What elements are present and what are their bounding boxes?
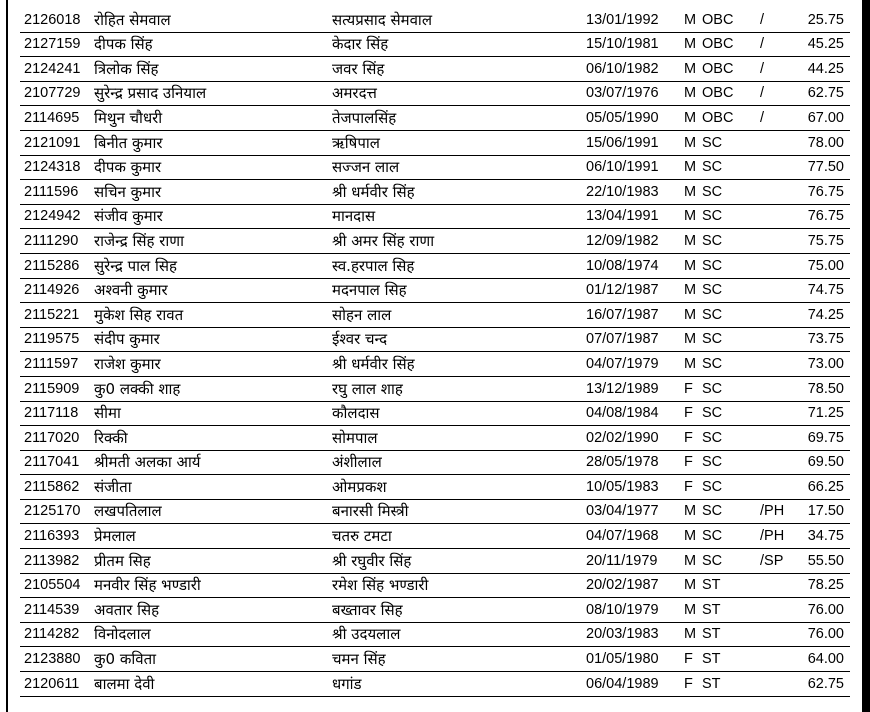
marks-cell: 74.25 [804, 303, 850, 328]
roll-number-cell: 2115862 [20, 475, 94, 500]
father-name-cell: बख्तावर सिह [332, 598, 586, 623]
date-of-birth-cell: 06/04/1989 [586, 672, 684, 697]
gender-cell: F [684, 426, 702, 451]
date-of-birth-cell: 08/10/1979 [586, 598, 684, 623]
roll-number-cell: 2117118 [20, 401, 94, 426]
date-of-birth-cell: 13/04/1991 [586, 204, 684, 229]
date-of-birth-cell: 15/06/1991 [586, 130, 684, 155]
date-of-birth-cell: 20/02/1987 [586, 573, 684, 598]
gender-cell: F [684, 376, 702, 401]
gender-cell: F [684, 401, 702, 426]
category-cell: SC [702, 180, 760, 205]
category-cell: OBC [702, 8, 760, 32]
date-of-birth-cell: 04/08/1984 [586, 401, 684, 426]
table-row [20, 672, 850, 697]
roll-number-cell: 2114282 [20, 622, 94, 647]
gender-cell: M [684, 106, 702, 131]
sub-category-cell: / [760, 32, 804, 57]
date-of-birth-cell: 28/05/1978 [586, 450, 684, 475]
category-cell: SC [702, 549, 760, 574]
candidate-name-cell: श्रीमती अलका आर्य [94, 450, 332, 475]
father-name-cell: चमन सिंह [332, 647, 586, 672]
roll-number-cell: 2125170 [20, 499, 94, 524]
sub-category-cell [760, 327, 804, 352]
gender-cell: M [684, 229, 702, 254]
roll-number-cell: 2124942 [20, 204, 94, 229]
sub-category-cell [760, 376, 804, 401]
candidate-name-cell: राजेन्द्र सिंह राणा [94, 229, 332, 254]
father-name-cell: श्री रघुवीर सिंह [332, 549, 586, 574]
candidate-name-cell: राजेश कुमार [94, 352, 332, 377]
roll-number-cell: 2124318 [20, 155, 94, 180]
father-name-cell: स्व.हरपाल सिह [332, 253, 586, 278]
father-name-cell: बनारसी मिस्त्री [332, 499, 586, 524]
candidate-name-cell: दीपक सिंह [94, 32, 332, 57]
father-name-cell: श्री धर्मवीर सिंह [332, 352, 586, 377]
date-of-birth-cell: 10/05/1983 [586, 475, 684, 500]
marks-cell: 73.75 [804, 327, 850, 352]
gender-cell: M [684, 303, 702, 328]
table-row [20, 647, 850, 672]
marks-cell: 17.50 [804, 499, 850, 524]
roll-number-cell: 2123880 [20, 647, 94, 672]
marks-cell: 67.00 [804, 106, 850, 131]
father-name-cell: श्री उदयलाल [332, 622, 586, 647]
category-cell: ST [702, 598, 760, 623]
marks-cell: 66.25 [804, 475, 850, 500]
candidate-name-cell: अवतार सिह [94, 598, 332, 623]
category-cell: SC [702, 303, 760, 328]
candidate-name-cell: अश्वनी कुमार [94, 278, 332, 303]
marks-cell: 62.75 [804, 81, 850, 106]
marks-cell: 76.75 [804, 204, 850, 229]
father-name-cell: रघु लाल शाह [332, 376, 586, 401]
table-row [20, 622, 850, 647]
gender-cell: M [684, 130, 702, 155]
marks-cell: 62.75 [804, 672, 850, 697]
date-of-birth-cell: 06/10/1991 [586, 155, 684, 180]
father-name-cell: रमेश सिंह भण्डारी [332, 573, 586, 598]
table-row [20, 327, 850, 352]
category-cell: SC [702, 130, 760, 155]
candidate-name-cell: प्रेमलाल [94, 524, 332, 549]
gender-cell: F [684, 672, 702, 697]
candidate-name-cell: प्रीतम सिह [94, 549, 332, 574]
candidate-name-cell: कु0 लक्की शाह [94, 376, 332, 401]
candidate-name-cell: विनोदलाल [94, 622, 332, 647]
table-row [20, 450, 850, 475]
gender-cell: M [684, 204, 702, 229]
roll-number-cell: 2116393 [20, 524, 94, 549]
date-of-birth-cell: 22/10/1983 [586, 180, 684, 205]
sub-category-cell [760, 401, 804, 426]
date-of-birth-cell: 03/04/1977 [586, 499, 684, 524]
sub-category-cell [760, 573, 804, 598]
sub-category-cell: /PH [760, 524, 804, 549]
category-cell: SC [702, 278, 760, 303]
date-of-birth-cell: 01/12/1987 [586, 278, 684, 303]
table-row [20, 573, 850, 598]
sub-category-cell: / [760, 57, 804, 82]
table-row [20, 549, 850, 574]
category-cell: SC [702, 327, 760, 352]
candidate-name-cell: सुरेन्द्र प्रसाद उनियाल [94, 81, 332, 106]
gender-cell: M [684, 499, 702, 524]
page-shadow [864, 0, 870, 712]
father-name-cell: जवर सिंह [332, 57, 586, 82]
sub-category-cell [760, 647, 804, 672]
table-row [20, 376, 850, 401]
category-cell: ST [702, 672, 760, 697]
category-cell: OBC [702, 57, 760, 82]
date-of-birth-cell: 20/03/1983 [586, 622, 684, 647]
sub-category-cell [760, 598, 804, 623]
candidate-name-cell: त्रिलोक सिंह [94, 57, 332, 82]
gender-cell: M [684, 327, 702, 352]
candidate-name-cell: बिनीत कुमार [94, 130, 332, 155]
roll-number-cell: 2111597 [20, 352, 94, 377]
father-name-cell: चतरु टमटा [332, 524, 586, 549]
father-name-cell: अंशीलाल [332, 450, 586, 475]
gender-cell: M [684, 278, 702, 303]
marks-cell: 75.00 [804, 253, 850, 278]
table-row [20, 180, 850, 205]
table-row [20, 426, 850, 451]
roll-number-cell: 2115221 [20, 303, 94, 328]
sub-category-cell [760, 352, 804, 377]
candidate-name-cell: सुरेन्द्र पाल सिह [94, 253, 332, 278]
roll-number-cell: 2111290 [20, 229, 94, 254]
result-table-body [20, 8, 850, 696]
marks-cell: 77.50 [804, 155, 850, 180]
candidate-name-cell: मिथुन चौधरी [94, 106, 332, 131]
father-name-cell: कौलदास [332, 401, 586, 426]
father-name-cell: केदार सिंह [332, 32, 586, 57]
category-cell: ST [702, 573, 760, 598]
result-table [20, 8, 850, 697]
father-name-cell: सज्जन लाल [332, 155, 586, 180]
table-row [20, 32, 850, 57]
roll-number-cell: 2121091 [20, 130, 94, 155]
date-of-birth-cell: 20/11/1979 [586, 549, 684, 574]
table-row [20, 130, 850, 155]
father-name-cell: अमरदत्त [332, 81, 586, 106]
category-cell: SC [702, 155, 760, 180]
roll-number-cell: 2127159 [20, 32, 94, 57]
gender-cell: M [684, 57, 702, 82]
gender-cell: M [684, 81, 702, 106]
candidate-name-cell: संदीप कुमार [94, 327, 332, 352]
sub-category-cell [760, 130, 804, 155]
table-row [20, 278, 850, 303]
sub-category-cell [760, 450, 804, 475]
category-cell: SC [702, 524, 760, 549]
gender-cell: F [684, 647, 702, 672]
roll-number-cell: 2126018 [20, 8, 94, 32]
table-row [20, 499, 850, 524]
gender-cell: M [684, 180, 702, 205]
category-cell: ST [702, 647, 760, 672]
marks-cell: 45.25 [804, 32, 850, 57]
sub-category-cell: /SP [760, 549, 804, 574]
candidate-name-cell: रिक्की [94, 426, 332, 451]
roll-number-cell: 2107729 [20, 81, 94, 106]
roll-number-cell: 2115286 [20, 253, 94, 278]
date-of-birth-cell: 07/07/1987 [586, 327, 684, 352]
category-cell: SC [702, 253, 760, 278]
father-name-cell: ईश्वर चन्द [332, 327, 586, 352]
candidate-name-cell: रोहित सेमवाल [94, 8, 332, 32]
marks-cell: 69.50 [804, 450, 850, 475]
gender-cell: M [684, 622, 702, 647]
marks-cell: 78.00 [804, 130, 850, 155]
roll-number-cell: 2114926 [20, 278, 94, 303]
gender-cell: M [684, 352, 702, 377]
sub-category-cell [760, 426, 804, 451]
gender-cell: M [684, 524, 702, 549]
date-of-birth-cell: 03/07/1976 [586, 81, 684, 106]
candidate-name-cell: सीमा [94, 401, 332, 426]
marks-cell: 44.25 [804, 57, 850, 82]
table-row [20, 81, 850, 106]
roll-number-cell: 2114539 [20, 598, 94, 623]
date-of-birth-cell: 02/02/1990 [586, 426, 684, 451]
candidate-name-cell: संजीव कुमार [94, 204, 332, 229]
candidate-name-cell: संजीता [94, 475, 332, 500]
date-of-birth-cell: 13/12/1989 [586, 376, 684, 401]
gender-cell: M [684, 8, 702, 32]
table-row [20, 352, 850, 377]
candidate-name-cell: सचिन कुमार [94, 180, 332, 205]
father-name-cell: मदनपाल सिह [332, 278, 586, 303]
marks-cell: 75.75 [804, 229, 850, 254]
candidate-name-cell: बालमा देवी [94, 672, 332, 697]
date-of-birth-cell: 15/10/1981 [586, 32, 684, 57]
roll-number-cell: 2105504 [20, 573, 94, 598]
gender-cell: M [684, 549, 702, 574]
date-of-birth-cell: 01/05/1980 [586, 647, 684, 672]
category-cell: SC [702, 229, 760, 254]
father-name-cell: श्री अमर सिंह राणा [332, 229, 586, 254]
marks-cell: 71.25 [804, 401, 850, 426]
category-cell: SC [702, 475, 760, 500]
father-name-cell: तेजपालसिंह [332, 106, 586, 131]
marks-cell: 25.75 [804, 8, 850, 32]
category-cell: SC [702, 401, 760, 426]
date-of-birth-cell: 04/07/1968 [586, 524, 684, 549]
sub-category-cell [760, 672, 804, 697]
gender-cell: M [684, 155, 702, 180]
father-name-cell: श्री धर्मवीर सिंह [332, 180, 586, 205]
gender-cell: M [684, 32, 702, 57]
marks-cell: 76.00 [804, 598, 850, 623]
table-row [20, 229, 850, 254]
marks-cell: 73.00 [804, 352, 850, 377]
category-cell: SC [702, 352, 760, 377]
category-cell: SC [702, 376, 760, 401]
candidate-name-cell: मुकेश सिह रावत [94, 303, 332, 328]
sub-category-cell [760, 180, 804, 205]
sub-category-cell: / [760, 81, 804, 106]
category-cell: SC [702, 450, 760, 475]
sub-category-cell [760, 303, 804, 328]
marks-cell: 69.75 [804, 426, 850, 451]
sub-category-cell [760, 278, 804, 303]
roll-number-cell: 2113982 [20, 549, 94, 574]
gender-cell: M [684, 573, 702, 598]
date-of-birth-cell: 06/10/1982 [586, 57, 684, 82]
category-cell: ST [702, 622, 760, 647]
marks-cell: 55.50 [804, 549, 850, 574]
table-row [20, 204, 850, 229]
marks-cell: 76.75 [804, 180, 850, 205]
father-name-cell: मानदास [332, 204, 586, 229]
table-row [20, 253, 850, 278]
roll-number-cell: 2117041 [20, 450, 94, 475]
father-name-cell: सत्यप्रसाद सेमवाल [332, 8, 586, 32]
date-of-birth-cell: 10/08/1974 [586, 253, 684, 278]
category-cell: OBC [702, 81, 760, 106]
roll-number-cell: 2117020 [20, 426, 94, 451]
sub-category-cell [760, 475, 804, 500]
table-row [20, 8, 850, 32]
sub-category-cell: /PH [760, 499, 804, 524]
date-of-birth-cell: 05/05/1990 [586, 106, 684, 131]
category-cell: OBC [702, 106, 760, 131]
date-of-birth-cell: 04/07/1979 [586, 352, 684, 377]
gender-cell: F [684, 475, 702, 500]
table-row [20, 155, 850, 180]
candidate-name-cell: दीपक कुमार [94, 155, 332, 180]
father-name-cell: सोमपाल [332, 426, 586, 451]
category-cell: SC [702, 499, 760, 524]
roll-number-cell: 2120611 [20, 672, 94, 697]
gender-cell: M [684, 598, 702, 623]
sub-category-cell [760, 253, 804, 278]
table-row [20, 57, 850, 82]
sub-category-cell: / [760, 8, 804, 32]
marks-cell: 64.00 [804, 647, 850, 672]
date-of-birth-cell: 12/09/1982 [586, 229, 684, 254]
category-cell: SC [702, 204, 760, 229]
father-name-cell: सोहन लाल [332, 303, 586, 328]
candidate-name-cell: लखपतिलाल [94, 499, 332, 524]
roll-number-cell: 2119575 [20, 327, 94, 352]
roll-number-cell: 2115909 [20, 376, 94, 401]
date-of-birth-cell: 16/07/1987 [586, 303, 684, 328]
sub-category-cell [760, 622, 804, 647]
category-cell: OBC [702, 32, 760, 57]
marks-cell: 78.25 [804, 573, 850, 598]
table-row [20, 303, 850, 328]
gender-cell: M [684, 253, 702, 278]
category-cell: SC [702, 426, 760, 451]
table-row [20, 598, 850, 623]
table-row [20, 475, 850, 500]
father-name-cell: धगांड [332, 672, 586, 697]
father-name-cell: ओमप्रकश [332, 475, 586, 500]
marks-cell: 78.50 [804, 376, 850, 401]
sub-category-cell [760, 155, 804, 180]
roll-number-cell: 2114695 [20, 106, 94, 131]
marks-cell: 74.75 [804, 278, 850, 303]
table-row [20, 401, 850, 426]
table-row [20, 524, 850, 549]
candidate-name-cell: मनवीर सिंह भण्डारी [94, 573, 332, 598]
sub-category-cell [760, 229, 804, 254]
father-name-cell: ऋषिपाल [332, 130, 586, 155]
marks-cell: 76.00 [804, 622, 850, 647]
table-row [20, 106, 850, 131]
marks-cell: 34.75 [804, 524, 850, 549]
sub-category-cell [760, 204, 804, 229]
roll-number-cell: 2124241 [20, 57, 94, 82]
date-of-birth-cell: 13/01/1992 [586, 8, 684, 32]
candidate-name-cell: कु0 कविता [94, 647, 332, 672]
gender-cell: F [684, 450, 702, 475]
sub-category-cell: / [760, 106, 804, 131]
roll-number-cell: 2111596 [20, 180, 94, 205]
